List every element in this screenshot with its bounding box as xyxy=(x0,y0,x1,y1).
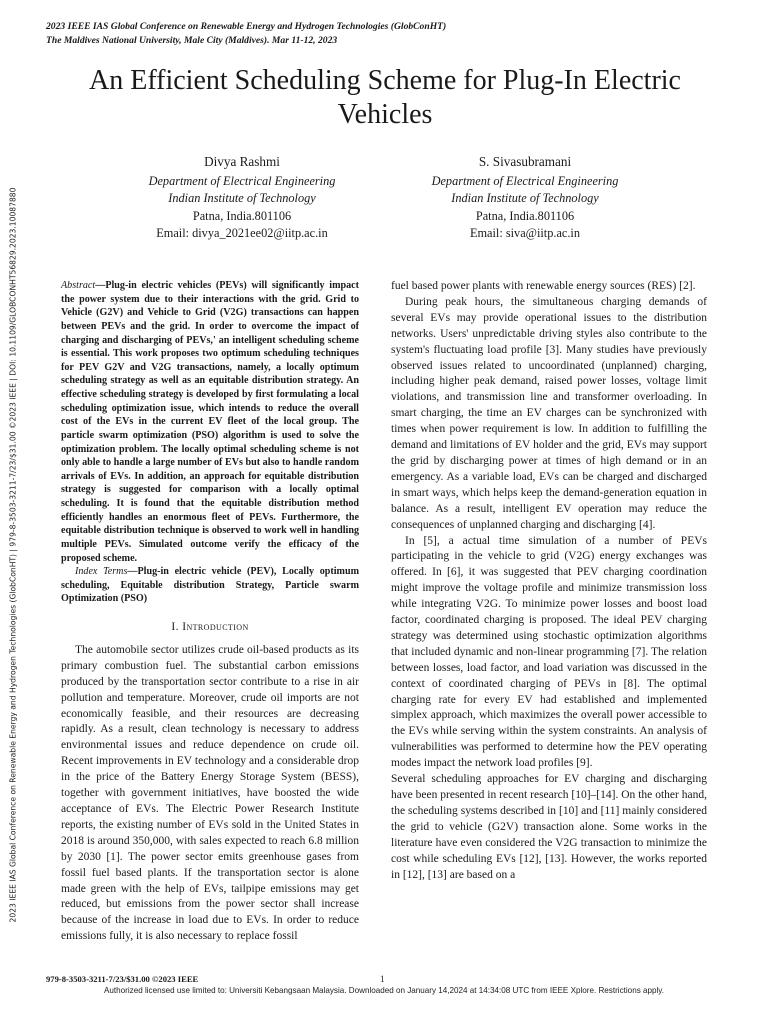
abstract-lead: Abstract xyxy=(61,280,96,291)
body-paragraph: fuel based power plants with renewable energy sources (RES) [2]. xyxy=(391,280,696,292)
right-column xyxy=(391,279,707,883)
author-department: Department of Electrical Engineering xyxy=(431,173,619,188)
body-paragraph: In [5], a actual time simulation of a number of PEVs participating in the vehicle to grid (V2G) energy exchanges was offered. In [6], it was suggested that PEV charging coordination might improve the voltage profile and minimize transmission loss while integrating V2G. To minimize power losses and boost load factor, coordinated charging is proposed. The ideal PEV charging strategy was determined using stochastic optimization algorithms that included dynamic and non-linear programming [7]. The relation between losses, load factor, and load variation was discussed in the context of coordinated charging of PEVs in [8]. The optimal charging rate for every EV had established and implemented simplex approach, which maximizes the overall power accessible to the EVs while serving within the system constraints. An analysis of vulnerabilities was performed to determine how the PEV operating modes impact the network load profiles [9]. xyxy=(391,534,707,770)
author-location: Patna, India.801106 xyxy=(475,208,575,223)
abstract xyxy=(61,279,359,565)
author-email: Email: divya_2021ee02@iitp.ac.in xyxy=(156,226,328,240)
author-block-1 xyxy=(102,153,382,243)
body-paragraph: Several scheduling approaches for EV charging and discharging have been presented in recent research [10]–[14]. On the other hand, the scheduling systems described in [10] and [11] mainly considered the grid to vehicle (G2V) transaction alone. Some works in the literature have even considered the V2G transaction to minimize the cost while scheduling EVs [12], [13]. However, the works reported in [12], [13] are based on a xyxy=(391,773,707,881)
body-paragraph: The automobile sector utilizes crude oil-based products as its primary combustion fuel. The substantial carbon emissions produced by the transportation sector contribute to a rise in air pollution and temperature. Moreover, crude oil imports are not economically feasible, and their resources are decreasing rapidly. As a result, clean technology is necessary to address environmental issues and reduce dependence on crude oil. Recent improvements in EV technology and a considerable drop in the price of the Battery Energy Storage System (BESS), together with government initiatives, have boosted the wide acceptance of EVs. The Electric Power Research Institute reports, the existing number of EVs sold in the United States in 2018 is around 350,000, with sales expected to reach 6.8 million by 2030 [1]. The power sector emits greenhouse gases from fossil fuel based plants. If the transportation sector is alone made green with the help of EVs, tailpipe emissions may get reduced, but emissions from the power sector shall increase because of the increase in load due to EVs. In order to reduce emissions fully, it is also necessary to replace fossil xyxy=(61,643,359,943)
author-name: S. Sivasubramani xyxy=(478,154,572,169)
page-number: 1 xyxy=(380,974,385,984)
author-institution: Indian Institute of Technology xyxy=(168,191,316,205)
index-terms xyxy=(61,565,359,606)
section-heading-introduction: I. Introduction xyxy=(171,620,249,633)
index-terms-text: —Plug-in electric vehicle (PEV), Locally optimum scheduling, Equitable distribution Strategy, Particle swarm Optimization (PSO) xyxy=(61,566,359,605)
license-notice: Authorized licensed use limited to: Universiti Kebangsaan Malaysia. Downloaded on January 14,2024 at 14:34:08 UTC from IEEE Xplore. Restrictions apply. xyxy=(104,986,664,995)
conference-name: 2023 IEEE IAS Global Conference on Renewable Energy and Hydrogen Technologies (GlobConHT) xyxy=(46,21,447,32)
footer-copyright-code: 979-8-3503-3211-7/23/$31.00 ©2023 IEEE xyxy=(46,974,199,984)
body-paragraph: During peak hours, the simultaneous charging demands of several EVs may provide operational issues to the distribution networks. Users' unpredictable driving styles also contribute to the system's fluctuating load profile [3]. Many studies have previously observed issues related to uncoordinated (unplanned) charging, including higher peak demand, raised power losses, voltage limit violations, and transmission line and transformer overloading. In smart charging, the time an EV charges can be synchronized with times when power requirement is low. In addition to fulfilling the demand and limitations of EV holder and the grid, EVs may support the grid by discharging power at times of high demand or in an emergency. As a variable load, EVs can be charged and discharged in smart ways, which helps keep the demand-generation equation in balance. As a result, intelligent EV operation may reduce the consequences of unplanned charging and discharging [4]. xyxy=(391,295,707,531)
author-name: Divya Rashmi xyxy=(204,154,280,169)
author-email: Email: siva@iitp.ac.in xyxy=(469,226,581,240)
conference-venue: The Maldives National University, Male City (Maldives). Mar 11-12, 2023 xyxy=(46,35,338,46)
side-identifier-strip xyxy=(6,140,20,970)
index-terms-lead: Index Terms xyxy=(75,566,128,578)
author-location: Patna, India.801106 xyxy=(192,208,292,223)
author-department: Department of Electrical Engineering xyxy=(148,173,336,188)
author-block-2 xyxy=(385,153,665,243)
conference-header xyxy=(46,20,726,48)
author-institution: Indian Institute of Technology xyxy=(451,191,599,205)
left-column xyxy=(61,279,359,945)
abstract-text: —Plug-in electric vehicles (PEVs) will significantly impact the power system due to their interactions with the grid. Grid to Vehicle (G2V) and Vehicle to Grid (V2G) transactions can happen between PEVs and the grid. In order to overcome the impact of charging and discharging of PEVs,' an intelligent scheduling scheme is essential. This work proposes two optimum scheduling techniques for PEV G2V and V2G transactions, namely, a locally optimum scheduling strategy as well as an equitable distribution strategy. An effective scheduling strategy is developed by first formulating a local scheduling optimization issue, which intends to reduce the overall cost of the EVs in the current EV fleet of the local group. The particle swarm optimization (PSO) algorithm is used to solve the optimization problem. The locally optimal scheduling scheme is not only able to handle a large number of EVs but also to handle random arrivals of EVs. In addition, an approach for equitable distribution strategy is suggested for comparison with a locally optimal scheduling. It is found that the equitable distribution method efficiently handles an enormous fleet of PEVs. Furthermore, the equitable distribution technique is observed to work well in handling multiple PEVs. Simulated outcome verify the efficacy of the proposed scheme. xyxy=(61,280,359,564)
paper-title: An Efficient Scheduling Scheme for Plug-In Electric Vehicles xyxy=(89,65,681,130)
side-identifier-text: 2023 IEEE IAS Global Conference on Renewable Energy and Hydrogen Technologies (GlobConHT) | 979-8-3503-3211-7/23/$31.00 ©2023 IEEE | DOI: 10.1109/GLOBCONHT56829.2023.10087880 xyxy=(8,187,18,923)
